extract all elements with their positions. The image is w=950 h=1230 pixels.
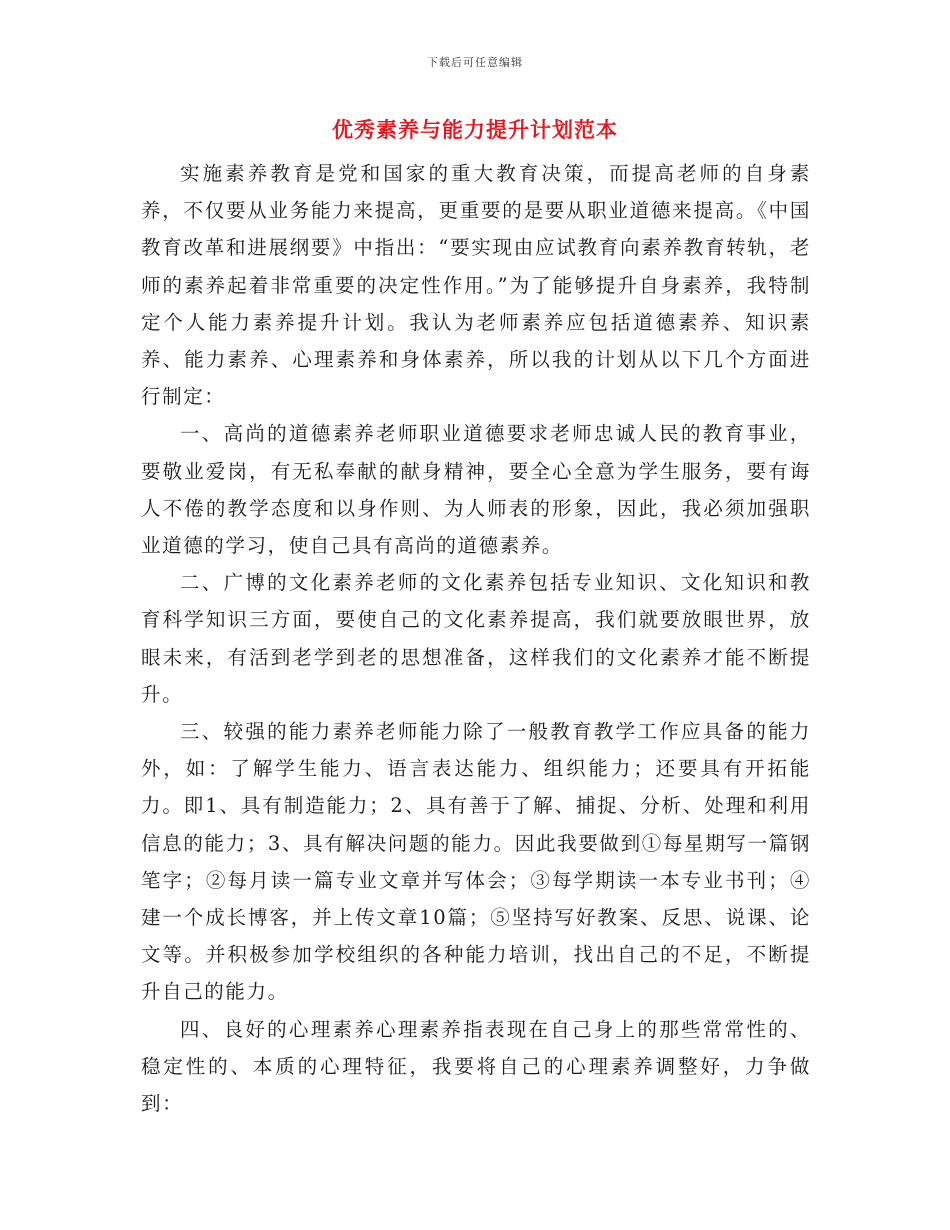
paragraph-ability-quality: 三、较强的能力素养老师能力除了一般教育教学工作应具备的能力外，如：了解学生能力、语言表达能力、组织能力；还要具有开拓能力。即1、具有制造能力；2、具有善于了解、捕捉、分析、处理和利用信息的能力；3、具有解决问题的能力。因此我要做到①每星期写一篇钢笔字；②每月读一篇专业文章并写体会；③每学期读一本专业书刊；④建一个成长博客，并上传文章10篇；⑤坚持写好教案、反思、说课、论文等。并积极参加学校组织的各种能力培训，找出自己的不足，不断提升自己的能力。 (141, 720, 811, 1004)
paragraph-psychological-quality: 四、良好的心理素养心理素养指表现在自己身上的那些常常性的、稳定性的、本质的心理特征，我要将自己的心理素养调整好，力争做到： (141, 1017, 811, 1116)
document-body (141, 155, 811, 1122)
document-title: 优秀素养与能力提升计划范本 (332, 117, 618, 142)
paragraph-intro: 实施素养教育是党和国家的重大教育决策，而提高老师的自身素养，不仅要从业务能力来提高，更重要的是要从职业道德来提高。《中国教育改革和进展纲要》中指出：“要实现由应试教育向素养教育转轨，老师的素养起着非常重要的决定性作用。”为了能够提升自身素养，我特制定个人能力素养提升计划。我认为老师素养应包括道德素养、知识素养、能力素养、心理素养和身体素养，所以我的计划从以下几个方面进行制定： (141, 162, 811, 409)
paragraph-moral-quality: 一、高尚的道德素养老师职业道德要求老师忠诚人民的教育事业，要敬业爱岗，有无私奉献的献身精神，要全心全意为学生服务，要有诲人不倦的教学态度和以身作则、为人师表的形象，因此，我必须加强职业道德的学习，使自己具有高尚的道德素养。 (141, 422, 811, 558)
paragraph-cultural-quality: 二、广博的文化素养老师的文化素养包括专业知识、文化知识和教育科学知识三方面，要使自己的文化素养提高，我们就要放眼世界，放眼未来，有活到老学到老的思想准备，这样我们的文化素养才能不断提升。 (141, 571, 811, 706)
header-note: 下载后可任意编辑 (427, 56, 523, 69)
